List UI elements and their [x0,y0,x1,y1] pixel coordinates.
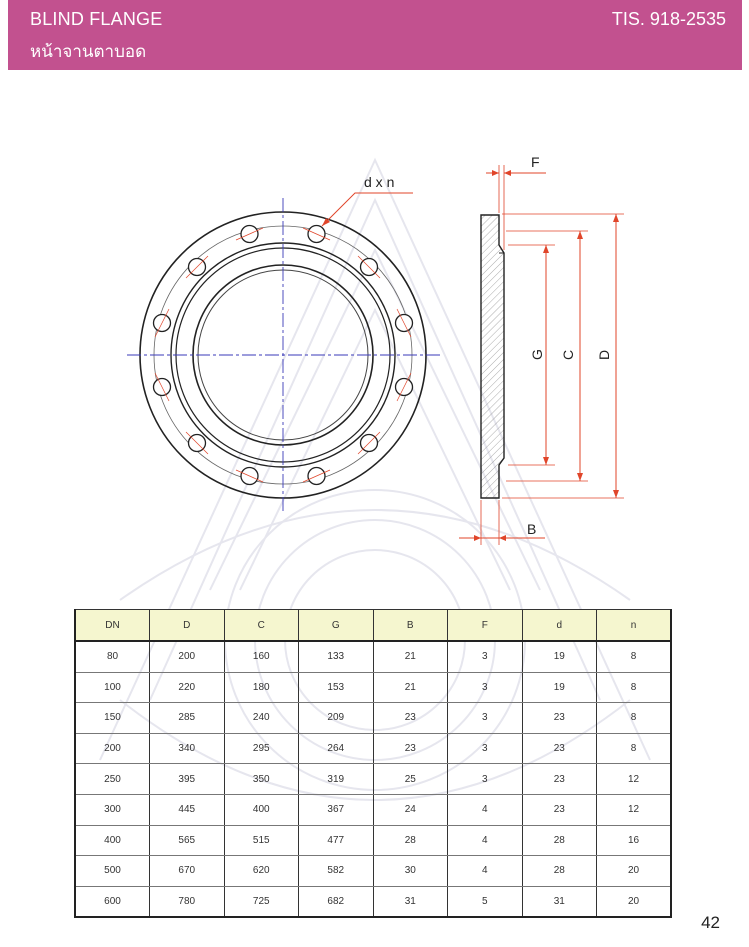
table-cell: 150 [75,703,150,734]
table-cell: 23 [522,703,597,734]
table-cell: 19 [522,672,597,703]
table-cell: 400 [224,794,299,825]
bolt-hole-callout: d x n [364,174,395,190]
dimension-table [74,609,672,918]
table-cell: 8 [597,672,672,703]
table-cell: 133 [299,641,374,672]
column-header-c: C [224,610,299,642]
table-cell: 12 [597,794,672,825]
table-cell: 8 [597,641,672,672]
dim-label-F: F [531,154,540,170]
table-cell: 153 [299,672,374,703]
table-cell: 5 [448,886,523,917]
table-cell: 16 [597,825,672,856]
table-cell: 780 [150,886,225,917]
table-cell: 28 [522,825,597,856]
table-cell: 300 [75,794,150,825]
page-title: BLIND FLANGE [30,9,163,29]
table-cell: 565 [150,825,225,856]
table-cell: 209 [299,703,374,734]
table-cell: 4 [448,856,523,887]
table-row [75,703,671,734]
table-cell: 3 [448,641,523,672]
table-cell: 28 [373,825,448,856]
table-cell: 620 [224,856,299,887]
table-cell: 500 [75,856,150,887]
table-cell: 20 [597,886,672,917]
page-number: 42 [701,913,720,932]
flange-side-view [459,154,624,545]
page-subtitle: หน้าจานตาบอด [30,42,147,62]
table-cell: 264 [299,733,374,764]
dim-label-C: C [560,349,576,360]
table-row [75,794,671,825]
table-header-row [75,610,671,642]
table-cell: 295 [224,733,299,764]
table-row [75,764,671,795]
table-row [75,733,671,764]
table-cell: 180 [224,672,299,703]
column-header-n: n [597,610,672,642]
column-header-d-outer: D [150,610,225,642]
table-row [75,856,671,887]
table-cell: 400 [75,825,150,856]
table-cell: 30 [373,856,448,887]
table-cell: 515 [224,825,299,856]
table-cell: 3 [448,764,523,795]
column-header-d-hole: d [522,610,597,642]
table-cell: 28 [522,856,597,887]
flange-front-view [127,174,441,512]
table-cell: 31 [373,886,448,917]
table-cell: 3 [448,672,523,703]
table-cell: 21 [373,672,448,703]
table-cell: 340 [150,733,225,764]
table-body [75,641,671,917]
table-cell: 25 [373,764,448,795]
table-cell: 477 [299,825,374,856]
table-cell: 220 [150,672,225,703]
table-cell: 319 [299,764,374,795]
table-cell: 200 [150,641,225,672]
table-cell: 350 [224,764,299,795]
standard-code: TIS. 918-2535 [611,9,726,29]
column-header-dn: DN [75,610,150,642]
table-cell: 367 [299,794,374,825]
table-cell: 285 [150,703,225,734]
column-header-g: G [299,610,374,642]
table-cell: 23 [522,764,597,795]
table-cell: 23 [522,794,597,825]
table-row [75,825,671,856]
table-cell: 445 [150,794,225,825]
table-cell: 8 [597,733,672,764]
table-cell: 20 [597,856,672,887]
table-cell: 12 [597,764,672,795]
table-row [75,672,671,703]
table-cell: 4 [448,825,523,856]
table-cell: 3 [448,733,523,764]
table-cell: 670 [150,856,225,887]
table-cell: 24 [373,794,448,825]
table-cell: 250 [75,764,150,795]
table-row [75,641,671,672]
dim-label-G: G [529,349,545,360]
table-cell: 23 [373,703,448,734]
table-cell: 3 [448,703,523,734]
dim-label-D: D [596,349,612,360]
column-header-b: B [373,610,448,642]
table-cell: 31 [522,886,597,917]
table-cell: 23 [522,733,597,764]
table-row [75,886,671,917]
table-cell: 160 [224,641,299,672]
dim-label-B: B [527,521,537,537]
table-cell: 4 [448,794,523,825]
table-cell: 240 [224,703,299,734]
table-cell: 600 [75,886,150,917]
table-cell: 682 [299,886,374,917]
column-header-f: F [448,610,523,642]
table-cell: 395 [150,764,225,795]
table-cell: 23 [373,733,448,764]
table-cell: 200 [75,733,150,764]
table-cell: 19 [522,641,597,672]
table-cell: 725 [224,886,299,917]
table-cell: 582 [299,856,374,887]
table-cell: 100 [75,672,150,703]
table-cell: 21 [373,641,448,672]
table-cell: 80 [75,641,150,672]
table-cell: 8 [597,703,672,734]
